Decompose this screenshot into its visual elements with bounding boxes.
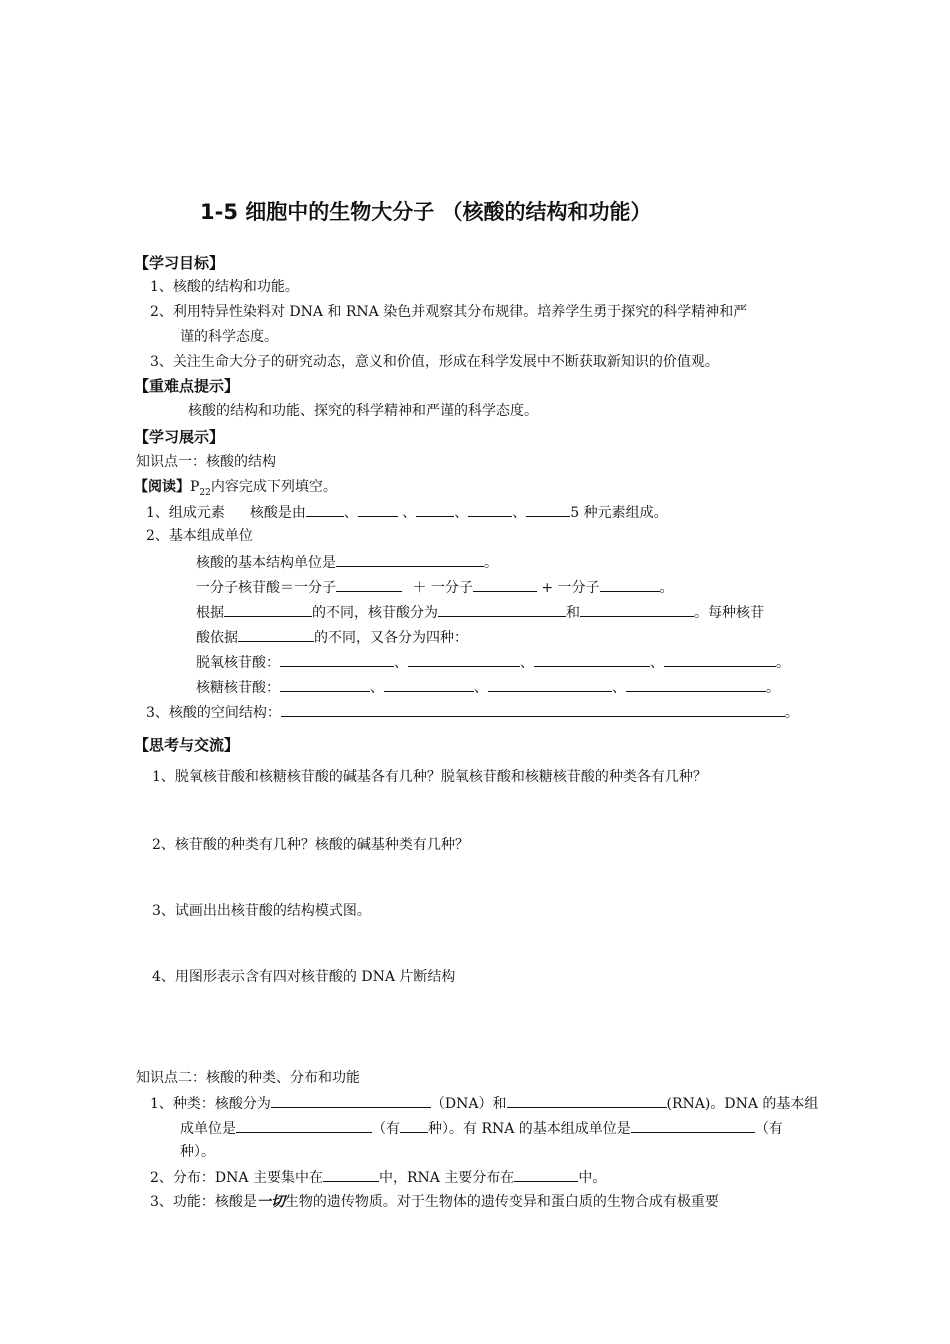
objectives-heading: 【学习目标】 — [134, 254, 225, 272]
text: （有 — [372, 1121, 400, 1137]
text: 和 — [566, 605, 580, 621]
text: 中，RNA 主要分布在 — [378, 1170, 515, 1186]
blank-rna-name[interactable] — [507, 1093, 667, 1108]
text: 。 — [484, 555, 498, 571]
q1-end: 5 种元素组成。 — [570, 505, 668, 521]
text: （DNA）和 — [430, 1096, 507, 1112]
objective-1: 1、核酸的结构和功能。 — [150, 279, 299, 295]
blank-molecule-3[interactable] — [600, 577, 660, 592]
blank-element-5[interactable] — [526, 502, 570, 517]
blank-dna-count[interactable] — [400, 1118, 428, 1133]
text: （有 — [754, 1121, 783, 1137]
page-title: 1-5 细胞中的生物大分子 （核酸的结构和功能） — [200, 200, 652, 224]
blank-by[interactable] — [238, 627, 314, 642]
text: 根据 — [196, 605, 224, 621]
q2-line4 — [196, 627, 468, 648]
text: 成单位是 — [180, 1121, 236, 1137]
text: 2、分布：DNA 主要集中在 — [150, 1170, 323, 1186]
q1-line — [146, 502, 668, 523]
q2-line1 — [196, 552, 498, 573]
blank-deoxy-4[interactable] — [664, 652, 776, 667]
blank-type-1[interactable] — [438, 602, 566, 617]
emphasis-text: 一切 — [256, 1194, 285, 1210]
text: 。每种核苷 — [694, 605, 764, 621]
discussion-heading: 【思考与交流】 — [134, 736, 240, 754]
blank-deoxy-3[interactable] — [534, 652, 650, 667]
sep: 、 — [512, 505, 527, 521]
q1-text: 核酸是由 — [249, 505, 306, 521]
text: 核糖核苷酸： — [196, 680, 280, 696]
knowledge-point-1: 知识点一：核酸的结构 — [136, 454, 276, 470]
text: 。 — [659, 580, 674, 596]
sep: 、 — [343, 505, 358, 521]
blank-rna-location[interactable] — [514, 1167, 578, 1182]
text: 的不同，核苷酸分为 — [312, 605, 438, 621]
ribo-line — [196, 677, 780, 698]
sep: 、 — [612, 680, 626, 696]
text: 3、功能：核酸是 — [150, 1194, 257, 1210]
kp2-line3: 种）。 — [180, 1144, 215, 1160]
text: 一分子核苷酸＝一分子 — [196, 580, 336, 596]
text: 。 — [784, 705, 799, 721]
text: 中。 — [578, 1170, 607, 1186]
objective-2b: 谨的科学态度。 — [180, 329, 278, 345]
blank-dna-name[interactable] — [271, 1093, 431, 1108]
sep: 、 — [397, 505, 417, 521]
sep: 、 — [650, 655, 664, 671]
q1-label: 1、组成元素 — [146, 505, 225, 521]
text: 。 — [776, 655, 790, 671]
blank-element-3[interactable] — [416, 502, 454, 517]
blank-ribo-2[interactable] — [384, 677, 474, 692]
blank-type-2[interactable] — [580, 602, 694, 617]
text: 生物的遗传物质。对于生物体的遗传变异和蛋白质的生物合成有极重要 — [284, 1194, 719, 1210]
kp2-line1 — [150, 1093, 818, 1114]
discussion-q4: 4、用图形表示含有四对核苷酸的 DNA 片断结构 — [152, 969, 456, 985]
text: 种）。有 RNA 的基本组成单位是 — [428, 1121, 631, 1137]
blank-ribo-1[interactable] — [280, 677, 370, 692]
read-page-sub: 22 — [199, 487, 211, 498]
text: 3、核酸的空间结构： — [146, 705, 281, 721]
q2-line2 — [196, 577, 674, 598]
kp2-line2 — [180, 1118, 783, 1139]
blank-rna-unit[interactable] — [631, 1118, 755, 1133]
blank-spatial[interactable] — [281, 702, 785, 717]
blank-molecule-1[interactable] — [336, 577, 402, 592]
text: (RNA)。DNA 的基本组 — [666, 1096, 819, 1112]
objective-3: 3、关注生命大分子的研究动态，意义和价值，形成在科学发展中不断获取新知识的价值观。 — [150, 354, 719, 370]
read-page: P — [190, 479, 200, 495]
text: + 一分子 — [541, 580, 600, 596]
display-heading: 【学习展示】 — [134, 428, 225, 446]
text: 脱氧核苷酸： — [196, 655, 280, 671]
blank-element-2[interactable] — [358, 502, 398, 517]
keypoints-heading: 【重难点提示】 — [134, 377, 240, 395]
blank-basis[interactable] — [224, 602, 312, 617]
blank-ribo-4[interactable] — [626, 677, 766, 692]
blank-molecule-2[interactable] — [473, 577, 537, 592]
blank-basic-unit[interactable] — [336, 552, 484, 567]
sep: 、 — [394, 655, 408, 671]
sep: 、 — [370, 680, 384, 696]
blank-element-4[interactable] — [468, 502, 512, 517]
q2-line3 — [196, 602, 764, 623]
blank-element-1[interactable] — [306, 502, 344, 517]
blank-dna-location[interactable] — [323, 1167, 379, 1182]
read-label: 【阅读】 — [134, 479, 190, 495]
q2-label: 2、基本组成单位 — [146, 528, 253, 544]
blank-dna-unit[interactable] — [236, 1118, 372, 1133]
knowledge-point-2: 知识点二：核酸的种类、分布和功能 — [136, 1070, 360, 1086]
discussion-q1: 1、脱氧核苷酸和核糖核苷酸的碱基各有几种？脱氧核苷酸和核糖核苷酸的种类各有几种？ — [152, 769, 707, 785]
keypoints-text: 核酸的结构和功能、探究的科学精神和严谨的科学态度。 — [188, 403, 538, 419]
discussion-q3: 3、试画出出核苷酸的结构模式图。 — [152, 903, 371, 919]
text: 。 — [766, 680, 780, 696]
kp2-line4 — [150, 1167, 606, 1188]
q3-line — [146, 702, 799, 723]
sep: 、 — [474, 680, 488, 696]
text: ＋ 一分子 — [412, 580, 473, 596]
kp2-line5 — [150, 1192, 719, 1212]
objective-2a: 2、利用特异性染料对 DNA 和 RNA 染色并观察其分布规律。培养学生勇于探究的科学精神和严 — [150, 304, 748, 320]
blank-deoxy-2[interactable] — [408, 652, 520, 667]
blank-deoxy-1[interactable] — [280, 652, 394, 667]
blank-ribo-3[interactable] — [488, 677, 612, 692]
discussion-q2: 2、核苷酸的种类有几种？核酸的碱基种类有几种？ — [152, 837, 469, 853]
text: 核酸的基本结构单位是 — [196, 555, 336, 571]
read-instruction — [134, 477, 337, 503]
text: 酸依据 — [196, 630, 238, 646]
sep: 、 — [520, 655, 534, 671]
sep: 、 — [454, 505, 469, 521]
text: 的不同，又各分为四种： — [314, 630, 468, 646]
deoxy-line — [196, 652, 790, 673]
read-text: 内容完成下列填空。 — [210, 479, 337, 495]
text: 1、种类：核酸分为 — [150, 1096, 271, 1112]
